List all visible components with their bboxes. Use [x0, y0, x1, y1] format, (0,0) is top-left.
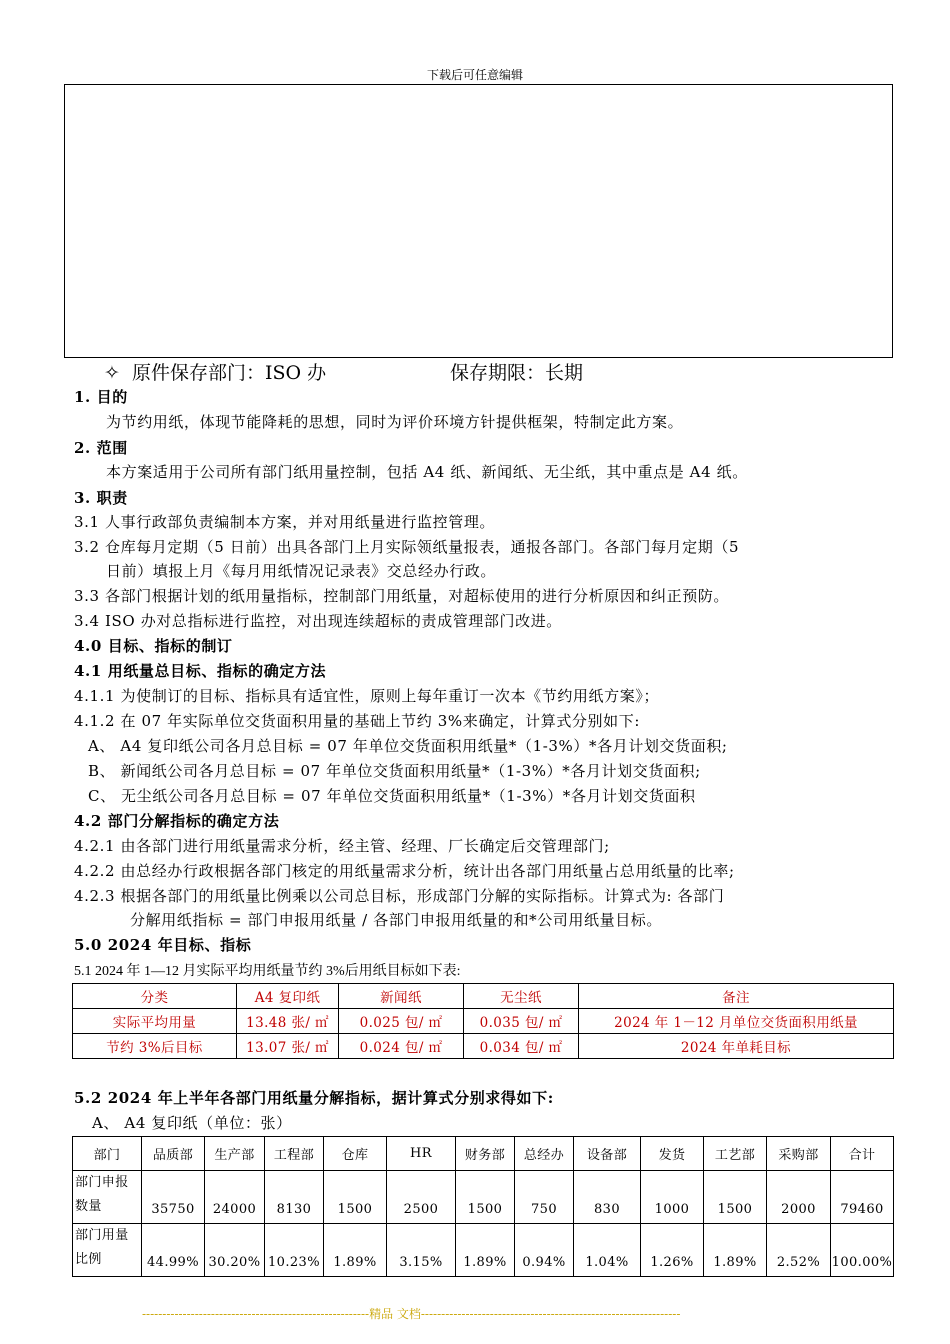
table-cell: 1.89% — [456, 1224, 515, 1277]
table-header-cell: 工程部 — [265, 1137, 324, 1171]
item-4-2-1: 4.2.1 由各部门进行用纸量需求分析，经主管、经理、厂长确定后交管理部门; — [74, 837, 610, 855]
duty-3-4: 3.4 ISO 办对总指标进行监控，对出现连续超标的责成管理部门改进。 — [74, 612, 562, 630]
table-header-cell: 设备部 — [574, 1137, 641, 1171]
page-footer: --------------------------------------------------------精品 文档---------------------------------------------------------------- — [142, 1307, 681, 1321]
row-label-line: 比例 — [75, 1252, 102, 1267]
row-label — [73, 1171, 142, 1224]
item-4-1-2: 4.1.2 在 07 年实际单位交货面积用量的基础上节约 3%来确定，计算式分别如下: — [74, 712, 640, 730]
section-purpose-title: 1. 目的 — [74, 388, 128, 406]
item-5-1: 5.1 2024 年 1—12 月实际平均用纸量节约 3%后用纸目标如下表: — [74, 964, 461, 979]
item-4-2-3-line2: 分解用纸指标 = 部门申报用纸量 / 各部门申报用纸量的和*公司用纸量目标。 — [130, 911, 662, 929]
section-duty-title: 3. 职责 — [74, 489, 128, 507]
table-header-cell: 生产部 — [205, 1137, 265, 1171]
formula-c: C、 无尘纸公司各月总目标 = 07 年单位交货面积用纸量*（1-3%）*各月计划交货面积 — [88, 787, 696, 805]
storage-info — [104, 358, 584, 385]
row-label — [73, 1224, 142, 1277]
formula-a: A、 A4 复印纸公司各月总目标 = 07 年单位交货面积用纸量*（1-3%）*各月计划交货面积; — [88, 737, 728, 755]
table-cell: 0.035 包/ ㎡ — [464, 1009, 579, 1034]
page-header-caption: 下载后可任意编辑 — [426, 68, 523, 82]
storage-period: 保存期限：长期 — [450, 362, 584, 384]
table-header-cell: 新闻纸 — [339, 984, 464, 1009]
blank-frame — [64, 84, 893, 358]
table-cell: 35750 — [142, 1171, 205, 1224]
table-header-cell: 部门 — [73, 1137, 142, 1171]
table-header-cell: 备注 — [579, 984, 894, 1009]
table-cell: 1.89% — [704, 1224, 767, 1277]
item-4-2-2: 4.2.2 由总经办行政根据各部门核定的用纸量需求分析，统计出各部门用纸量占总用纸量的比率; — [74, 862, 735, 880]
storage-dept: 原件保存部门：ISO 办 — [131, 362, 327, 384]
table-cell: 2024 年单耗目标 — [579, 1034, 894, 1059]
table-cell: 13.48 张/ ㎡ — [237, 1009, 339, 1034]
table-row — [73, 1034, 894, 1059]
table-cell: 1000 — [641, 1171, 704, 1224]
table-cell: 79460 — [831, 1171, 894, 1224]
section-4-title: 4.0 目标、指标的制订 — [74, 637, 233, 655]
table-cell: 1.04% — [574, 1224, 641, 1277]
table-cell: 0.024 包/ ㎡ — [339, 1034, 464, 1059]
section-4-1-title: 4.1 用纸量总目标、指标的确定方法 — [74, 662, 327, 680]
table-cell: 100.00% — [831, 1224, 894, 1277]
item-4-1-1: 4.1.1 为使制订的目标、指标具有适宜性，原则上每年重订一次本《节约用纸方案》； — [74, 687, 660, 705]
table-header-cell: 工艺部 — [704, 1137, 767, 1171]
duty-3-2-line1: 3.2 仓库每月定期（5 日前）出具各部门上月实际领纸量报表，通报各部门。各部门每月定期（5 — [74, 538, 740, 556]
duty-3-1: 3.1 人事行政部负责编制本方案，并对用纸量进行监控管理。 — [74, 513, 496, 531]
table-header-cell: 分类 — [73, 984, 237, 1009]
table-cell: 830 — [574, 1171, 641, 1224]
table-header-cell: 采购部 — [767, 1137, 831, 1171]
table-cell: 30.20% — [205, 1224, 265, 1277]
table-header-cell: 财务部 — [456, 1137, 515, 1171]
diamond-icon: ✧ — [104, 362, 120, 384]
table-cell: 1500 — [456, 1171, 515, 1224]
table-header-row — [73, 984, 894, 1009]
table-cell: 0.025 包/ ㎡ — [339, 1009, 464, 1034]
table-cell: 节约 3%后目标 — [73, 1034, 237, 1059]
table-header-cell: HR — [387, 1137, 456, 1171]
duty-3-2-line2: 日前）填报上月《每月用纸情况记录表》交总经办行政。 — [106, 562, 497, 580]
table-cell: 0.034 包/ ㎡ — [464, 1034, 579, 1059]
table-header-cell: 仓库 — [324, 1137, 387, 1171]
formula-b: B、 新闻纸公司各月总目标 = 07 年单位交货面积用纸量*（1-3%）*各月计划交货面积; — [88, 762, 701, 780]
target-table — [72, 983, 894, 1059]
dept-table — [72, 1136, 894, 1277]
table-row — [73, 1224, 894, 1277]
table-header-cell: 无尘纸 — [464, 984, 579, 1009]
item-5-2: 5.2 2024 年上半年各部门用纸量分解指标，据计算式分别求得如下: — [74, 1089, 554, 1107]
table-cell: 1500 — [324, 1171, 387, 1224]
table-cell: 实际平均用量 — [73, 1009, 237, 1034]
table-cell: 1500 — [704, 1171, 767, 1224]
table-header-cell: A4 复印纸 — [237, 984, 339, 1009]
table-cell: 10.23% — [265, 1224, 324, 1277]
table-cell: 44.99% — [142, 1224, 205, 1277]
table-cell: 0.94% — [515, 1224, 574, 1277]
section-4-2-title: 4.2 部门分解指标的确定方法 — [74, 812, 280, 830]
table-header-cell: 发货 — [641, 1137, 704, 1171]
table-cell: 3.15% — [387, 1224, 456, 1277]
table-cell: 2500 — [387, 1171, 456, 1224]
duty-3-3: 3.3 各部门根据计划的纸用量指标，控制部门用纸量，对超标使用的进行分析原因和纠正预防。 — [74, 587, 730, 605]
row-label-line: 部门用量 — [75, 1228, 129, 1243]
table-header-row — [73, 1137, 894, 1171]
section-scope-title: 2. 范围 — [74, 439, 128, 457]
table-cell: 24000 — [205, 1171, 265, 1224]
a4-caption: A、 A4 复印纸（单位：张） — [92, 1114, 292, 1132]
table-row — [73, 1171, 894, 1224]
table-header-cell: 合计 — [831, 1137, 894, 1171]
item-4-2-3-line1: 4.2.3 根据各部门的用纸量比例乘以公司总目标，形成部门分解的实际指标。计算式为: 各部门 — [74, 887, 725, 905]
table-cell: 2.52% — [767, 1224, 831, 1277]
section-purpose-text: 为节约用纸，体现节能降耗的思想，同时为评价环境方针提供框架，特制定此方案。 — [106, 413, 684, 431]
table-cell: 2024 年 1－12 月单位交货面积用纸量 — [579, 1009, 894, 1034]
table-cell: 8130 — [265, 1171, 324, 1224]
row-label-line: 数量 — [75, 1199, 102, 1214]
table-header-cell: 品质部 — [142, 1137, 205, 1171]
section-scope-text: 本方案适用于公司所有部门纸用量控制，包括 A4 纸、新闻纸、无尘纸，其中重点是 A4 纸。 — [106, 463, 748, 481]
table-cell: 1.89% — [324, 1224, 387, 1277]
row-label-line: 部门申报 — [75, 1175, 129, 1190]
table-row — [73, 1009, 894, 1034]
table-cell: 2000 — [767, 1171, 831, 1224]
table-cell: 13.07 张/ ㎡ — [237, 1034, 339, 1059]
table-cell: 750 — [515, 1171, 574, 1224]
table-header-cell: 总经办 — [515, 1137, 574, 1171]
table-cell: 1.26% — [641, 1224, 704, 1277]
section-5-title: 5.0 2024 年目标、指标 — [74, 936, 252, 954]
